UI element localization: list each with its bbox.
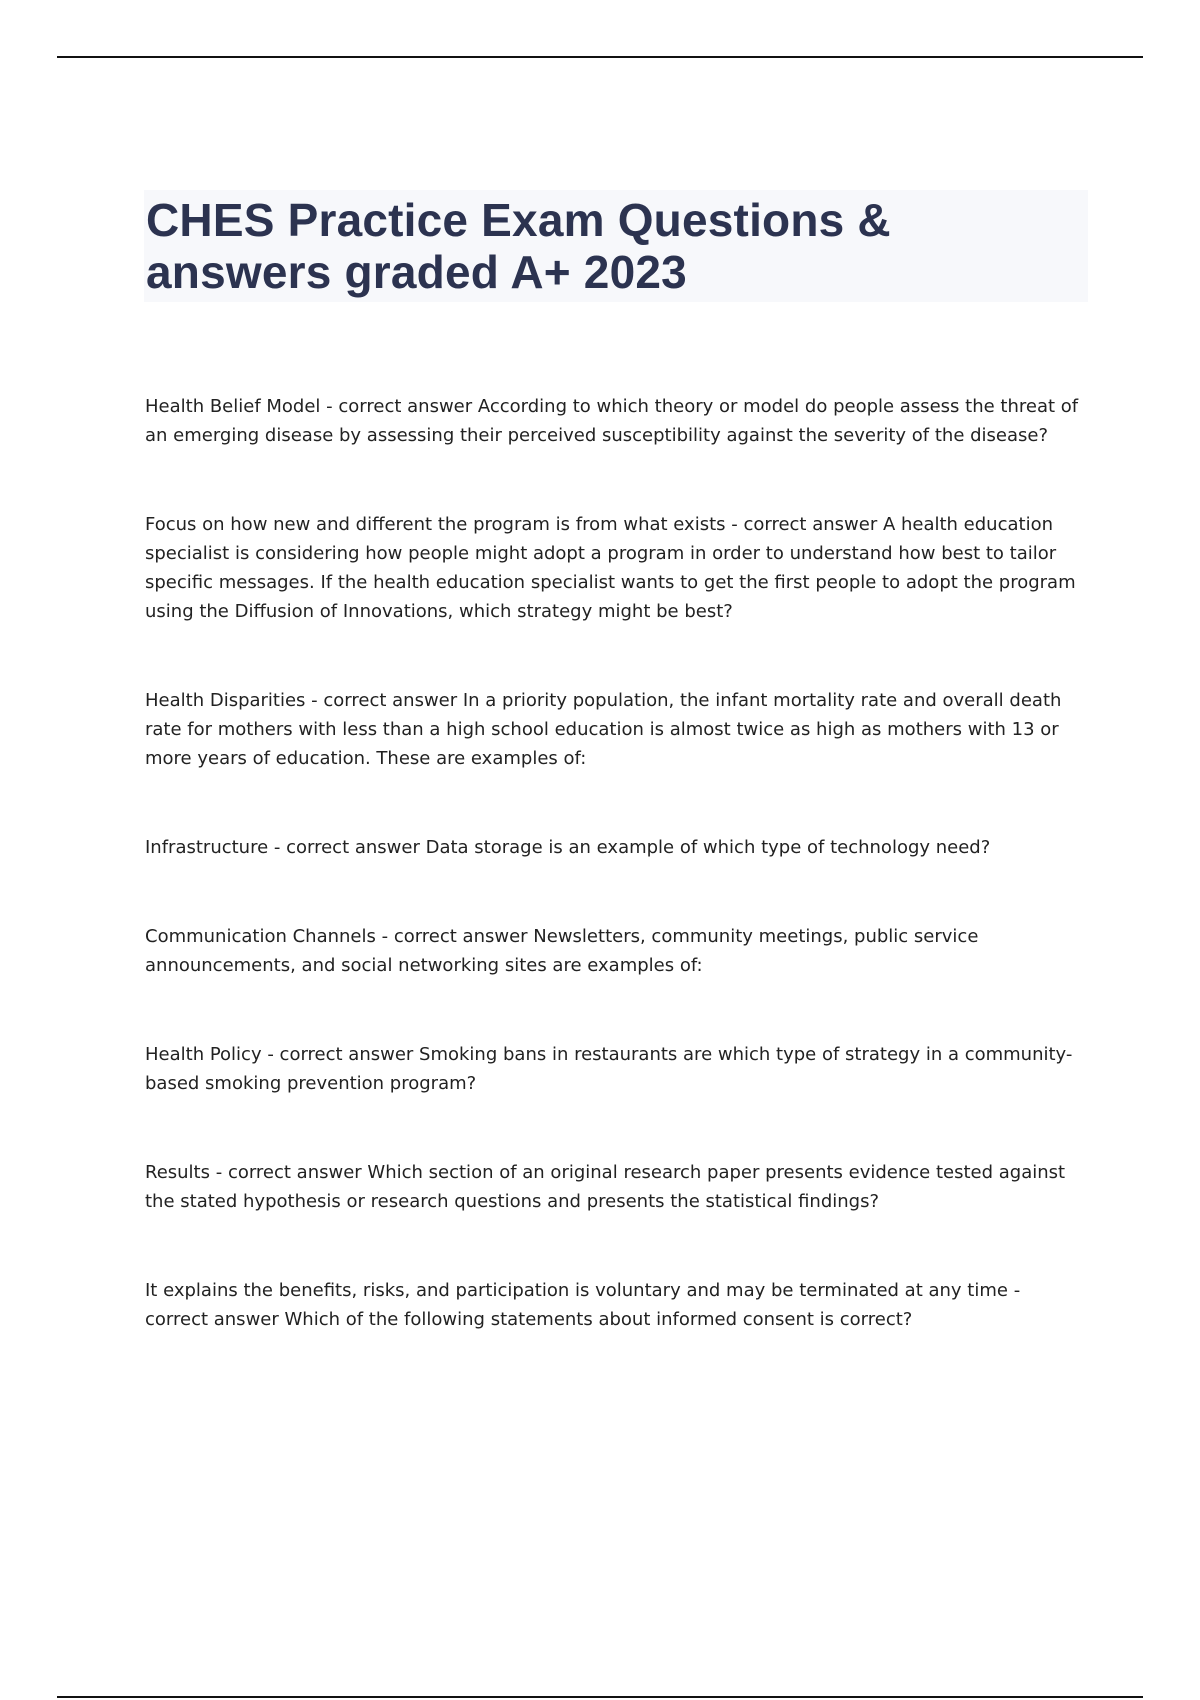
qa-separator: - correct answer [305, 690, 463, 711]
qa-question: According to which theory or model do people assess the threat of an emerging disease by assessing their perceived susceptibility against the severity of the disease? [145, 396, 1079, 446]
qa-item [145, 922, 1085, 980]
qa-answer: Communication Channels [145, 926, 376, 947]
qa-question: Smoking bans in restaurants are which type of strategy in a community-based smoking prevention program? [145, 1044, 1073, 1094]
qa-separator: - correct answer [725, 514, 883, 535]
bottom-divider [57, 1696, 1143, 1698]
title-banner [144, 190, 1088, 302]
document-title: CHES Practice Exam Questions & answers graded A+ 2023 [146, 194, 891, 298]
qa-answer: Health Disparities [145, 690, 306, 711]
qa-item [145, 833, 1085, 862]
qa-question: Data storage is an example of which type of technology need? [425, 837, 991, 858]
qa-answer: Focus on how new and different the program is from what exists [145, 514, 726, 535]
qa-item [145, 392, 1085, 450]
qa-separator: - correct answer [268, 837, 426, 858]
qa-item [145, 1276, 1085, 1334]
qa-item [145, 1158, 1085, 1216]
qa-separator: - correct answer [320, 396, 478, 417]
qa-answer: Health Policy [145, 1044, 262, 1065]
qa-separator: - correct answer [145, 1280, 1021, 1330]
qa-question: Which section of an original research paper presents evidence tested against the stated hypothesis or research questions and presents the statistical findings? [145, 1162, 1066, 1212]
qa-answer: Results [145, 1162, 210, 1183]
qa-item [145, 510, 1085, 626]
qa-question: Newsletters, community meetings, public service announcements, and social networking sites are examples of: [145, 926, 979, 976]
qa-answer: Infrastructure [145, 837, 269, 858]
qa-question: In a priority population, the infant mortality rate and overall death rate for mothers with less than a high school education is almost twice as high as mothers with 13 or more years of education. These are examples of: [145, 690, 1062, 769]
qa-item [145, 1040, 1085, 1098]
qa-list [145, 392, 1085, 1394]
qa-separator: - correct answer [375, 926, 534, 947]
qa-answer: It explains the benefits, risks, and participation is voluntary and may be terminated at any time [145, 1280, 1008, 1301]
qa-separator: - correct answer [210, 1162, 368, 1183]
qa-separator: - correct answer [261, 1044, 420, 1065]
qa-question: Which of the following statements about informed consent is correct? [284, 1309, 913, 1330]
qa-item [145, 686, 1085, 773]
qa-answer: Health Belief Model [145, 396, 321, 417]
qa-question: A health education specialist is considering how people might adopt a program in order to understand how best to tailor specific messages. If the health education specialist wants to get the first people to adopt the program using the Diffusion of Innovations, which strategy might be best? [145, 514, 1076, 622]
top-divider [57, 56, 1143, 58]
